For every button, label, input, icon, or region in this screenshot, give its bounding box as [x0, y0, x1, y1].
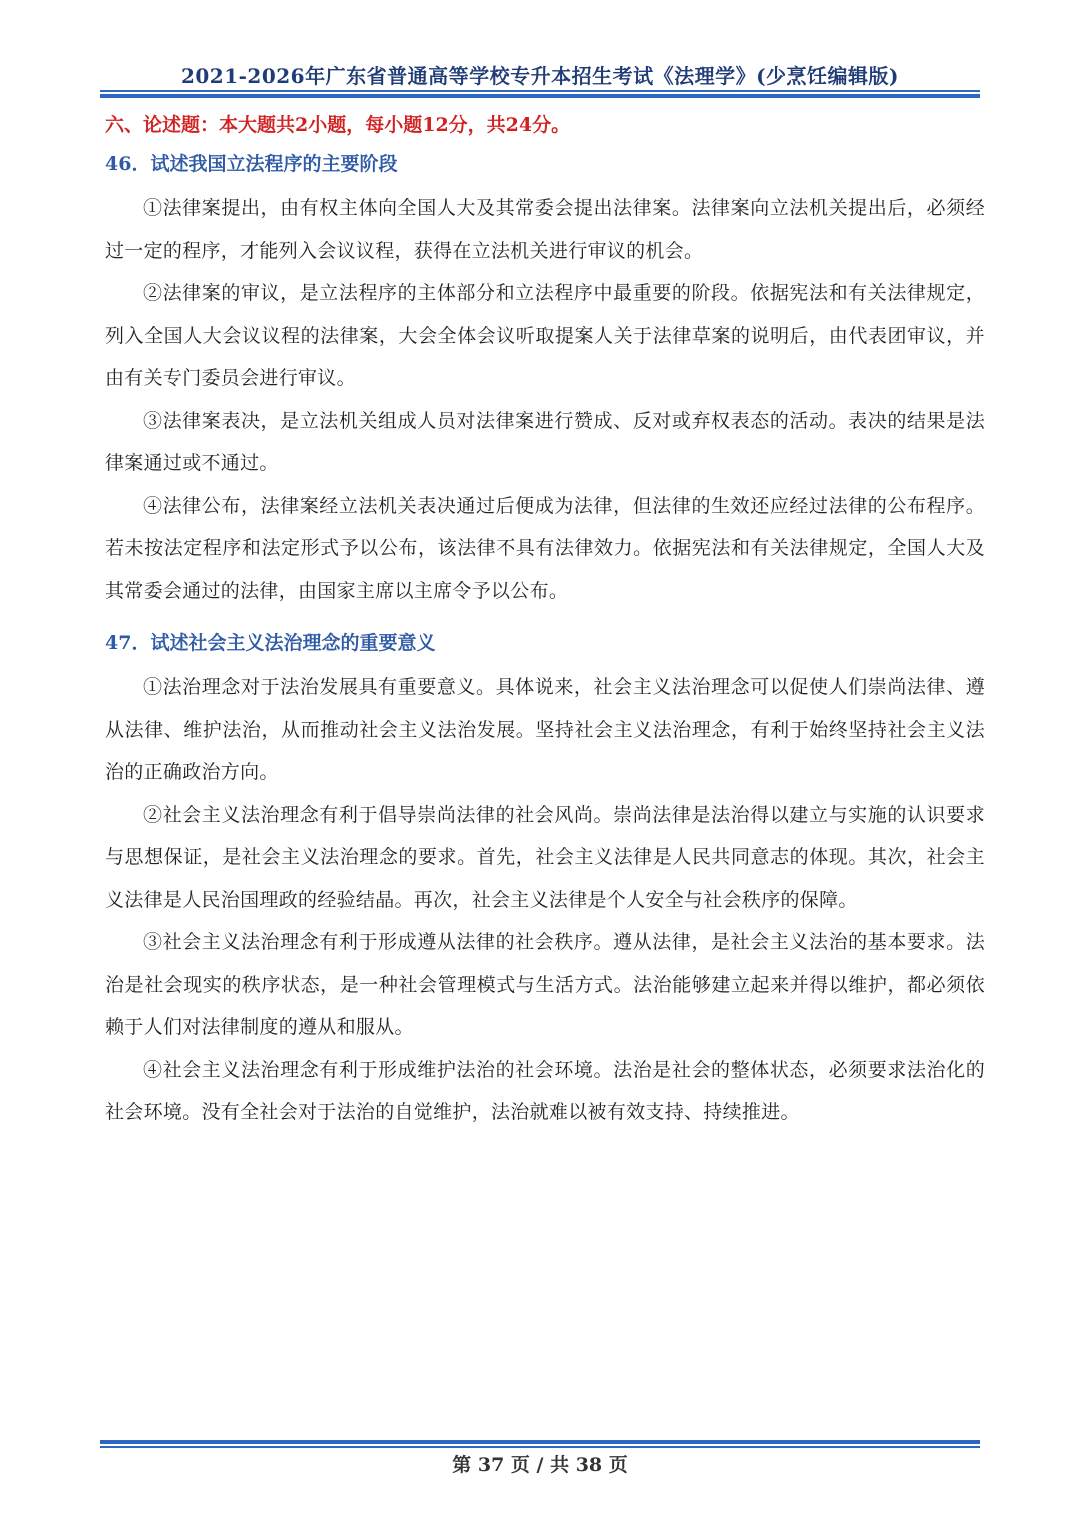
answer-paragraph: ③法律案表决，是立法机关组成人员对法律案进行赞成、反对或弃权表态的活动。表决的结果是法律案通过或不通过。 [105, 409, 985, 474]
page-content [105, 108, 985, 1134]
question-block-46 [105, 147, 985, 612]
answer-paragraph: ②社会主义法治理念有利于倡导崇尚法律的社会风尚。崇尚法律是法治得以建立与实施的认识要求与思想保证，是社会主义法治理念的要求。首先，社会主义法律是人民共同意志的体现。其次，社会主义法律是人民治国理政的经验结晶。再次，社会主义法律是个人安全与社会秩序的保障。 [105, 803, 985, 911]
answer-paragraph: ①法律案提出，由有权主体向全国人大及其常委会提出法律案。法律案向立法机关提出后，必须经过一定的程序，才能列入会议议程，获得在立法机关进行审议的机会。 [105, 197, 985, 262]
answer-paragraph: ②法律案的审议，是立法程序的主体部分和立法程序中最重要的阶段。依据宪法和有关法律规定，列入全国人大会议议程的法律案，大会全体会议听取提案人关于法律草案的说明后，由代表团审议，并由有关专门委员会进行审议。 [105, 282, 985, 389]
question-title: 46．试述我国立法程序的主要阶段 [105, 153, 398, 175]
answer-paragraph: ①法治理念对于法治发展具有重要意义。具体说来，社会主义法治理念可以促使人们崇尚法律、遵从法律、维护法治，从而推动社会主义法治发展。坚持社会主义法治理念，有利于始终坚持社会主义法治的正确政治方向。 [105, 676, 985, 783]
question-block-47 [105, 626, 985, 1134]
page-number: 第 37 页 / 共 38 页 [452, 1454, 628, 1476]
answer-paragraph: ③社会主义法治理念有利于形成遵从法律的社会秩序。遵从法律，是社会主义法治的基本要求。法治是社会现实的秩序状态，是一种社会管理模式与生活方式。法治能够建立起来并得以维护，都必须依赖于人们对法律制度的遵从和服从。 [105, 931, 985, 1038]
header-divider-thin [100, 90, 980, 92]
header-divider-thick [100, 94, 980, 98]
section-title: 六、论述题：本大题共2小题，每小题12分，共24分。 [105, 114, 571, 136]
question-title: 47．试述社会主义法治理念的重要意义 [105, 632, 436, 654]
footer-divider-thick [100, 1440, 980, 1444]
document-title: 2021-2026年广东省普通高等学校专升本招生考试《法理学》(少烹饪编辑版) [180, 64, 900, 88]
answer-paragraph: ④法律公布，法律案经立法机关表决通过后便成为法律，但法律的生效还应经过法律的公布程序。若未按法定程序和法定形式予以公布，该法律不具有法律效力。依据宪法和有关法律规定，全国人大及其常委会通过的法律，由国家主席以主席令予以公布。 [105, 494, 985, 602]
answer-paragraph: ④社会主义法治理念有利于形成维护法治的社会环境。法治是社会的整体状态，必须要求法治化的社会环境。没有全社会对于法治的自觉维护，法治就难以被有效支持、持续推进。 [105, 1058, 985, 1123]
footer-divider-thin [100, 1446, 980, 1448]
